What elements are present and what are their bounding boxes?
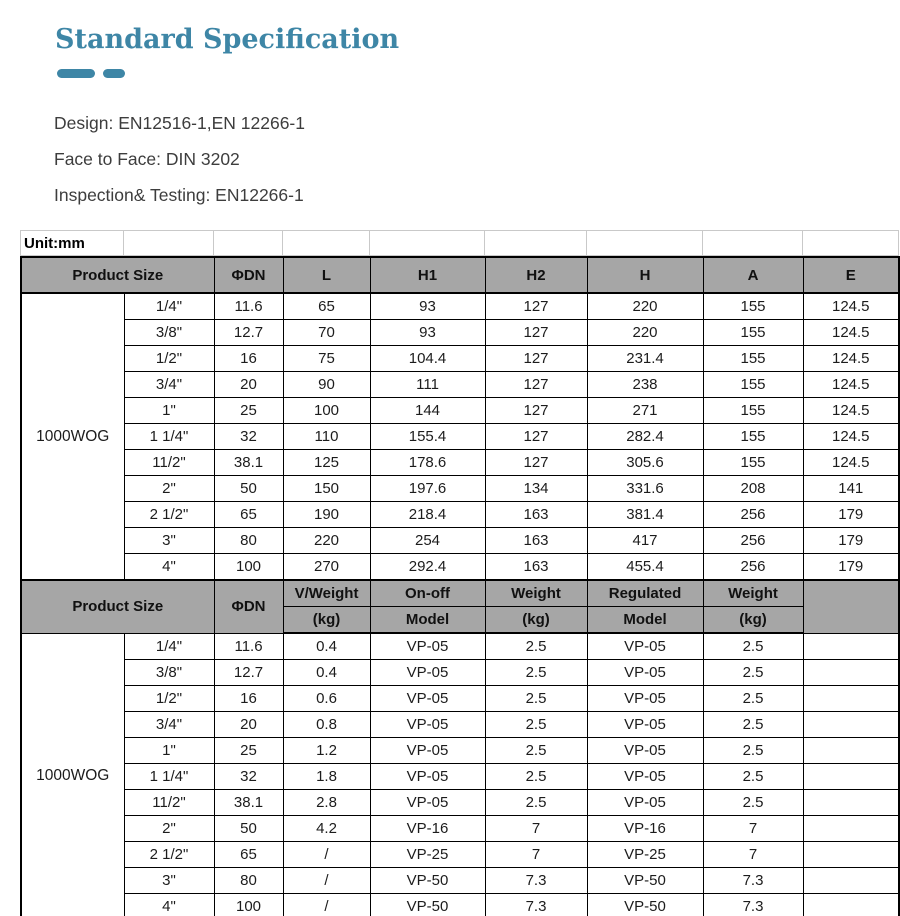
- table-cell: 125: [283, 450, 370, 476]
- table-cell: 256: [703, 502, 803, 528]
- table-cell: 155: [703, 398, 803, 424]
- table-cell: 0.8: [283, 712, 370, 738]
- table-cell: 25: [214, 398, 283, 424]
- table-cell: [803, 842, 899, 868]
- header-dn: ΦDN: [214, 257, 283, 293]
- table-cell: VP-50: [587, 868, 703, 894]
- table-cell: VP-05: [587, 633, 703, 660]
- table-cell: 0.4: [283, 660, 370, 686]
- header-product-size: Product Size: [21, 257, 214, 293]
- spec-face-to-face: Face to Face: DIN 3202: [54, 149, 240, 169]
- table-cell: 2.5: [703, 790, 803, 816]
- table-cell: VP-16: [587, 816, 703, 842]
- table-cell: 3/4": [124, 372, 214, 398]
- table-cell: VP-50: [587, 894, 703, 916]
- empty-cell: [124, 231, 214, 256]
- table-cell: 155: [703, 293, 803, 320]
- table-row: [21, 346, 899, 372]
- table-cell: 231.4: [587, 346, 703, 372]
- table-cell: 11.6: [214, 633, 283, 660]
- table-cell: [803, 816, 899, 842]
- table-cell: 7.3: [485, 868, 587, 894]
- header-v-weight-unit: (kg): [283, 607, 370, 634]
- table-cell: [803, 764, 899, 790]
- spec-tables: [20, 230, 898, 916]
- unit-row-table: [20, 230, 899, 256]
- table-cell: 32: [214, 764, 283, 790]
- table-cell: 2.5: [485, 686, 587, 712]
- table-cell: 16: [214, 686, 283, 712]
- table-cell: 4": [124, 554, 214, 581]
- table-cell: 381.4: [587, 502, 703, 528]
- table-cell: 38.1: [214, 790, 283, 816]
- table-cell: [803, 686, 899, 712]
- group-label: 1000WOG: [21, 293, 124, 580]
- header-onoff: On-off: [370, 580, 485, 607]
- table-cell: 7.3: [485, 894, 587, 916]
- table-cell: 25: [214, 738, 283, 764]
- table-cell: 32: [214, 424, 283, 450]
- header-h1: H1: [370, 257, 485, 293]
- table-cell: 179: [803, 554, 899, 581]
- table-cell: 3/8": [124, 320, 214, 346]
- unit-row: [21, 231, 899, 256]
- table-cell: 144: [370, 398, 485, 424]
- table-cell: VP-05: [587, 712, 703, 738]
- table-cell: VP-05: [370, 738, 485, 764]
- table-row: [21, 450, 899, 476]
- header-weight-unit-2: (kg): [703, 607, 803, 634]
- dimension-header-row: [21, 257, 899, 293]
- table-cell: 155: [703, 424, 803, 450]
- table-cell: 2.5: [703, 712, 803, 738]
- table-cell: 124.5: [803, 372, 899, 398]
- table-cell: 2": [124, 476, 214, 502]
- table-cell: VP-05: [587, 738, 703, 764]
- table-cell: VP-05: [587, 764, 703, 790]
- table-cell: 1 1/4": [124, 424, 214, 450]
- table-cell: 100: [214, 554, 283, 581]
- table-cell: VP-05: [370, 633, 485, 660]
- table-cell: [803, 712, 899, 738]
- table-cell: 2.5: [485, 712, 587, 738]
- table-cell: 155: [703, 372, 803, 398]
- table-cell: 127: [485, 398, 587, 424]
- table-cell: VP-50: [370, 894, 485, 916]
- table-row: [21, 686, 899, 712]
- table-cell: 100: [283, 398, 370, 424]
- table-row: [21, 476, 899, 502]
- spec-list: [54, 105, 305, 213]
- empty-cell: [803, 231, 899, 256]
- table-cell: 7: [703, 842, 803, 868]
- table-cell: 124.5: [803, 293, 899, 320]
- table-cell: 155: [703, 346, 803, 372]
- table-cell: 282.4: [587, 424, 703, 450]
- table-row: [21, 868, 899, 894]
- spec-design: Design: EN12516-1,EN 12266-1: [54, 113, 305, 133]
- header-h2: H2: [485, 257, 587, 293]
- header-weight-1: Weight: [485, 580, 587, 607]
- table-cell: 150: [283, 476, 370, 502]
- table-cell: VP-25: [370, 842, 485, 868]
- table-cell: 0.4: [283, 633, 370, 660]
- table-row: [21, 712, 899, 738]
- header-a: A: [703, 257, 803, 293]
- table-row: [21, 398, 899, 424]
- header-regulated-model: Model: [587, 607, 703, 634]
- spec-inspection: Inspection& Testing: EN12266-1: [54, 185, 304, 205]
- table-cell: 178.6: [370, 450, 485, 476]
- table-cell: 3/4": [124, 712, 214, 738]
- empty-cell: [485, 231, 587, 256]
- header-product-size: Product Size: [21, 580, 214, 633]
- table-cell: VP-05: [587, 660, 703, 686]
- table-cell: 197.6: [370, 476, 485, 502]
- table-cell: 12.7: [214, 660, 283, 686]
- table-cell: [803, 894, 899, 916]
- table-cell: 7.3: [703, 894, 803, 916]
- table-cell: 190: [283, 502, 370, 528]
- table-cell: 65: [214, 502, 283, 528]
- table-cell: 90: [283, 372, 370, 398]
- table-cell: 218.4: [370, 502, 485, 528]
- page-title: Standard Specification: [55, 24, 400, 55]
- table-cell: 271: [587, 398, 703, 424]
- table-cell: 20: [214, 712, 283, 738]
- table-cell: 2.5: [703, 686, 803, 712]
- table-cell: 11.6: [214, 293, 283, 320]
- table-cell: 11/2": [124, 790, 214, 816]
- table-cell: 65: [283, 293, 370, 320]
- table-cell: 124.5: [803, 398, 899, 424]
- table-cell: 163: [485, 528, 587, 554]
- table-cell: 208: [703, 476, 803, 502]
- header-l: L: [283, 257, 370, 293]
- table-cell: 1.2: [283, 738, 370, 764]
- table-row: [21, 528, 899, 554]
- weight-header-row-top: [21, 580, 899, 607]
- empty-cell: [703, 231, 803, 256]
- table-cell: 7: [485, 816, 587, 842]
- header-e: E: [803, 257, 899, 293]
- table-cell: 2.5: [703, 633, 803, 660]
- table-cell: 111: [370, 372, 485, 398]
- table-cell: 3": [124, 528, 214, 554]
- table-cell: 93: [370, 293, 485, 320]
- table-cell: 331.6: [587, 476, 703, 502]
- table-cell: 110: [283, 424, 370, 450]
- table-cell: 7: [703, 816, 803, 842]
- table-cell: 179: [803, 502, 899, 528]
- table-cell: 4.2: [283, 816, 370, 842]
- table-cell: 2.5: [485, 738, 587, 764]
- table-cell: VP-05: [587, 686, 703, 712]
- table-row: [21, 633, 899, 660]
- table-cell: 2.5: [485, 660, 587, 686]
- table-cell: 93: [370, 320, 485, 346]
- table-cell: 65: [214, 842, 283, 868]
- table-cell: 50: [214, 476, 283, 502]
- table-cell: 256: [703, 528, 803, 554]
- header-h: H: [587, 257, 703, 293]
- table-cell: 220: [283, 528, 370, 554]
- table-cell: 38.1: [214, 450, 283, 476]
- empty-cell: [370, 231, 485, 256]
- title-underline: [57, 69, 125, 78]
- table-cell: [803, 868, 899, 894]
- table-cell: 1/2": [124, 346, 214, 372]
- table-row: [21, 764, 899, 790]
- table-cell: 70: [283, 320, 370, 346]
- table-cell: 3/8": [124, 660, 214, 686]
- table-cell: 104.4: [370, 346, 485, 372]
- table-row: [21, 424, 899, 450]
- table-cell: 1/2": [124, 686, 214, 712]
- table-cell: 254: [370, 528, 485, 554]
- table-cell: 75: [283, 346, 370, 372]
- table-cell: 50: [214, 816, 283, 842]
- table-cell: 417: [587, 528, 703, 554]
- table-row: [21, 816, 899, 842]
- table-row: [21, 554, 899, 581]
- table-cell: 256: [703, 554, 803, 581]
- table-cell: 80: [214, 868, 283, 894]
- empty-cell: [283, 231, 370, 256]
- table-cell: /: [283, 842, 370, 868]
- table-cell: 80: [214, 528, 283, 554]
- table-row: [21, 790, 899, 816]
- header-weight-2: Weight: [703, 580, 803, 607]
- table-row: [21, 293, 899, 320]
- table-cell: 220: [587, 320, 703, 346]
- table-cell: 2.8: [283, 790, 370, 816]
- underline-dash-short: [103, 69, 125, 78]
- table-cell: 292.4: [370, 554, 485, 581]
- table-row: [21, 502, 899, 528]
- table-cell: 179: [803, 528, 899, 554]
- table-row: [21, 660, 899, 686]
- header-v-weight: V/Weight: [283, 580, 370, 607]
- table-cell: 124.5: [803, 424, 899, 450]
- table-cell: 134: [485, 476, 587, 502]
- table-cell: 1": [124, 398, 214, 424]
- table-cell: 100: [214, 894, 283, 916]
- table-cell: 0.6: [283, 686, 370, 712]
- table-cell: 2": [124, 816, 214, 842]
- dimension-table: [20, 256, 900, 916]
- table-cell: 270: [283, 554, 370, 581]
- underline-dash-long: [57, 69, 95, 78]
- table-cell: 155.4: [370, 424, 485, 450]
- table-cell: 305.6: [587, 450, 703, 476]
- table-row: [21, 842, 899, 868]
- table-cell: 1 1/4": [124, 764, 214, 790]
- group-label: 1000WOG: [21, 633, 124, 916]
- table-cell: 16: [214, 346, 283, 372]
- table-cell: 2.5: [485, 790, 587, 816]
- table-cell: /: [283, 868, 370, 894]
- table-cell: /: [283, 894, 370, 916]
- table-cell: VP-05: [370, 790, 485, 816]
- table-cell: 3": [124, 868, 214, 894]
- empty-cell: [214, 231, 283, 256]
- table-cell: 124.5: [803, 320, 899, 346]
- table-cell: 127: [485, 293, 587, 320]
- table-cell: 163: [485, 554, 587, 581]
- table-cell: 124.5: [803, 450, 899, 476]
- table-cell: 1/4": [124, 293, 214, 320]
- table-cell: 155: [703, 450, 803, 476]
- table-cell: 155: [703, 320, 803, 346]
- table-cell: [803, 633, 899, 660]
- table-cell: 141: [803, 476, 899, 502]
- table-cell: VP-05: [370, 686, 485, 712]
- table-cell: 127: [485, 372, 587, 398]
- table-cell: 220: [587, 293, 703, 320]
- table-row: [21, 372, 899, 398]
- header-empty: [803, 580, 899, 633]
- table-cell: 2.5: [703, 764, 803, 790]
- table-row: [21, 738, 899, 764]
- unit-label: Unit:mm: [21, 231, 124, 256]
- table-cell: 2 1/2": [124, 842, 214, 868]
- table-cell: 1.8: [283, 764, 370, 790]
- table-cell: 127: [485, 450, 587, 476]
- table-cell: 7.3: [703, 868, 803, 894]
- table-cell: 20: [214, 372, 283, 398]
- table-cell: 1": [124, 738, 214, 764]
- table-cell: VP-05: [370, 712, 485, 738]
- table-cell: 2 1/2": [124, 502, 214, 528]
- table-row: [21, 894, 899, 916]
- table-cell: 124.5: [803, 346, 899, 372]
- table-cell: 127: [485, 424, 587, 450]
- table-cell: VP-25: [587, 842, 703, 868]
- table-cell: 7: [485, 842, 587, 868]
- header-weight-unit-1: (kg): [485, 607, 587, 634]
- table-cell: VP-05: [370, 660, 485, 686]
- table-cell: VP-05: [587, 790, 703, 816]
- table-cell: 4": [124, 894, 214, 916]
- table-cell: 2.5: [703, 738, 803, 764]
- table-cell: 127: [485, 346, 587, 372]
- table-cell: 238: [587, 372, 703, 398]
- header-regulated: Regulated: [587, 580, 703, 607]
- empty-cell: [587, 231, 703, 256]
- table-cell: 2.5: [703, 660, 803, 686]
- table-cell: [803, 660, 899, 686]
- table-cell: 12.7: [214, 320, 283, 346]
- table-cell: 2.5: [485, 764, 587, 790]
- table-cell: 1/4": [124, 633, 214, 660]
- table-cell: 455.4: [587, 554, 703, 581]
- header-onoff-model: Model: [370, 607, 485, 634]
- table-cell: 2.5: [485, 633, 587, 660]
- table-cell: VP-16: [370, 816, 485, 842]
- table-cell: 127: [485, 320, 587, 346]
- table-cell: VP-50: [370, 868, 485, 894]
- table-cell: 11/2": [124, 450, 214, 476]
- table-cell: [803, 738, 899, 764]
- table-cell: 163: [485, 502, 587, 528]
- table-row: [21, 320, 899, 346]
- table-cell: [803, 790, 899, 816]
- header-dn: ΦDN: [214, 580, 283, 633]
- table-cell: VP-05: [370, 764, 485, 790]
